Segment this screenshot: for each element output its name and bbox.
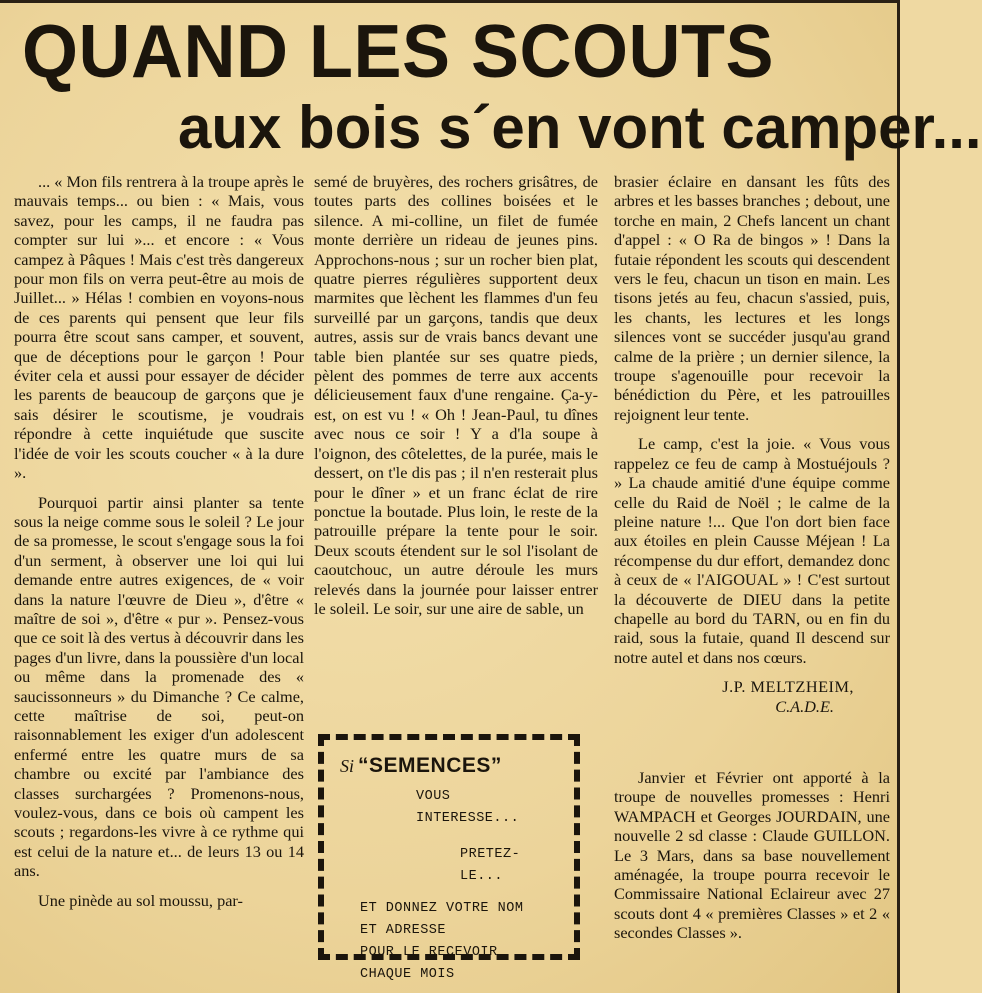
- paragraph: ... « Mon fils rentrera à la troupe après le mauvais temps... ou bien : « Mais, vous savez, pour les camps, il ne faudra pas compter sur lui »... et encore : « Vous campez à Pâques ! Mais c'est très dangereux pour mon fils on verra peut-être au mois de Juillet... » Hélas ! combien en voyons-nous de ces parents qui pensent que leur fils pourra être scout sans camper, et souvent, que de déceptions pour le garçon ! Pour éviter cela et aussi pour essayer de décider les parents de beaucoup de garçons que je sais désirer le scoutisme, je voudrais répondre à cette inquiétude que suscite l'idée de voir les scouts coucher « à la dure ».: [14, 172, 304, 483]
- signature-name: J.P. MELTZHEIM,: [722, 677, 854, 697]
- ad-si: Si: [340, 756, 355, 776]
- paragraph: Le camp, c'est la joie. « Vous vous rappelez ce feu de camp à Mostuéjouls ? » La chaude amitié d'une équipe comme celle du Raid de Noël ; le calme de la pleine nature !... Que l'on dort bien face aux étoiles en plein Causse Méjean ! La récompense du dur effort, demandez donc à ceux de « l'AIGOUAL » ! C'est surtout la découverte de DIEU dans la petite chapelle au bord du TARN, ou en fin du raid, sous la futaie, quand Il descend sur notre autel et dans nos cœurs.: [614, 434, 890, 667]
- ad-line: ET ADRESSE: [360, 923, 447, 938]
- ad-brand: “SEMENCES”: [358, 754, 502, 777]
- article-column-3: [614, 172, 890, 943]
- subheadline: aux bois s´en vont camper...: [178, 94, 982, 161]
- spacer: [614, 716, 890, 768]
- paragraph: Une pinède au sol moussu, par-: [38, 890, 243, 910]
- paragraph: semé de bruyères, des rochers grisâtres, de toutes parts des collines boisées et le silence. A mi-colline, un filet de fumée monte derrière un rideau de jeunes pins. Approchons-nous ; sur un rocher bien plat, quatre pierres régulières supportent deux marmites que lèchent les flammes d'un feu surveillé par un garçons, tandis que deux autres, assis sur de vrais bancs devant une table bien plantée sur ses quatre pieds, pèlent des pommes de terre aux accents délicieusement faux d'une rengaine. Ça-y-est, on est vu ! « Oh ! Jean-Paul, tu dînes avec nous ce soir ! Y a d'la soupe à l'oignon, des côtelettes, de la purée, mais le dessert, on t'le dis pas ; il n'en resterait plus pour le dîner » et un franc éclat de rire ponctue la boutade. Plus loin, le reste de la patrouille prépare la tente pour le soir. Deux scouts étendent sur le sol l'isolant de caoutchouc, un autre déroule les murs relevés dans la journée pour laisser entrer le soleil. Le soir, sur une aire de sable, un: [314, 172, 598, 618]
- ad-line: VOUS INTERESSE...: [416, 789, 520, 826]
- headline: QUAND LES SCOUTS: [22, 9, 775, 94]
- article-column-2: [314, 172, 598, 618]
- signature-org: C.A.D.E.: [775, 696, 834, 716]
- semences-ad-box: [318, 734, 580, 982]
- ad-line: ET DONNEZ VOTRE NOM: [360, 901, 524, 916]
- news-paragraph: Janvier et Février ont apporté à la troupe de nouvelles promesses : Henri WAMPACH et Georges JOURDAIN, une nouvelle 2 sd classe : Claude GUILLON. Le 3 Mars, dans sa base nouvellement aménagée, la troupe pourra recevoir le Commissaire National Eclaireur avec 27 scouts dont 4 « premières Classes » et 2 « secondes Classes ».: [614, 767, 890, 943]
- paragraph: Pourquoi partir ainsi planter sa tente sous la neige comme sous le soleil ? Le jour de sa promesse, le scout s'engage sous la foi d'un serment, à observer une loi qui lui demande entre autres exigences, de « voir dans la nature l'œuvre de Dieu », d'être « maître de soi », d'être « pur ». Pensez-vous que ce soit là des vertus à découvrir dans les pages d'un livre, dans la poussière d'un local ou même dans la promenade des « saucissonneurs » du Dimanche ? Ce calme, cette maîtrise de soi, peut-on raisonnablement les exiger d'un adolescent enfermé entre les quatre murs de sa chambre ou excité par l'ambiance des classes surchargées ? Promenons-nous, voulez-vous, dans ce bois où campent les scouts ; regardons-les vivre à ce rythme qui est celui de la nature et... de leurs 13 ou 14 ans.: [14, 492, 304, 881]
- paragraph: brasier éclaire en dansant les fûts des arbres et les basses branches ; debout, une torche en main, 2 Chefs lancent un chant d'appel : « O Ra de bingos » ! Dans la futaie répondent les scouts qui descendent vers le feu, chacun un tison en main. Les tisons jetés au feu, chacun s'assied, puis, les chants, les lectures et les longs silences vont se succéder jusqu'au grand calme de la prière ; un dernier silence, la troupe s'agenouille pour recevoir la bénédiction du Père, et les patrouilles rejoignent leur tente.: [614, 172, 890, 424]
- ad-line: CHAQUE MOIS: [360, 967, 455, 982]
- ad-line: POUR LE RECEVOIR: [360, 945, 498, 960]
- signature: [614, 677, 890, 716]
- article-column-1: [14, 172, 304, 910]
- ad-line: PRETEZ-LE...: [460, 847, 521, 884]
- top-rule: [0, 0, 900, 3]
